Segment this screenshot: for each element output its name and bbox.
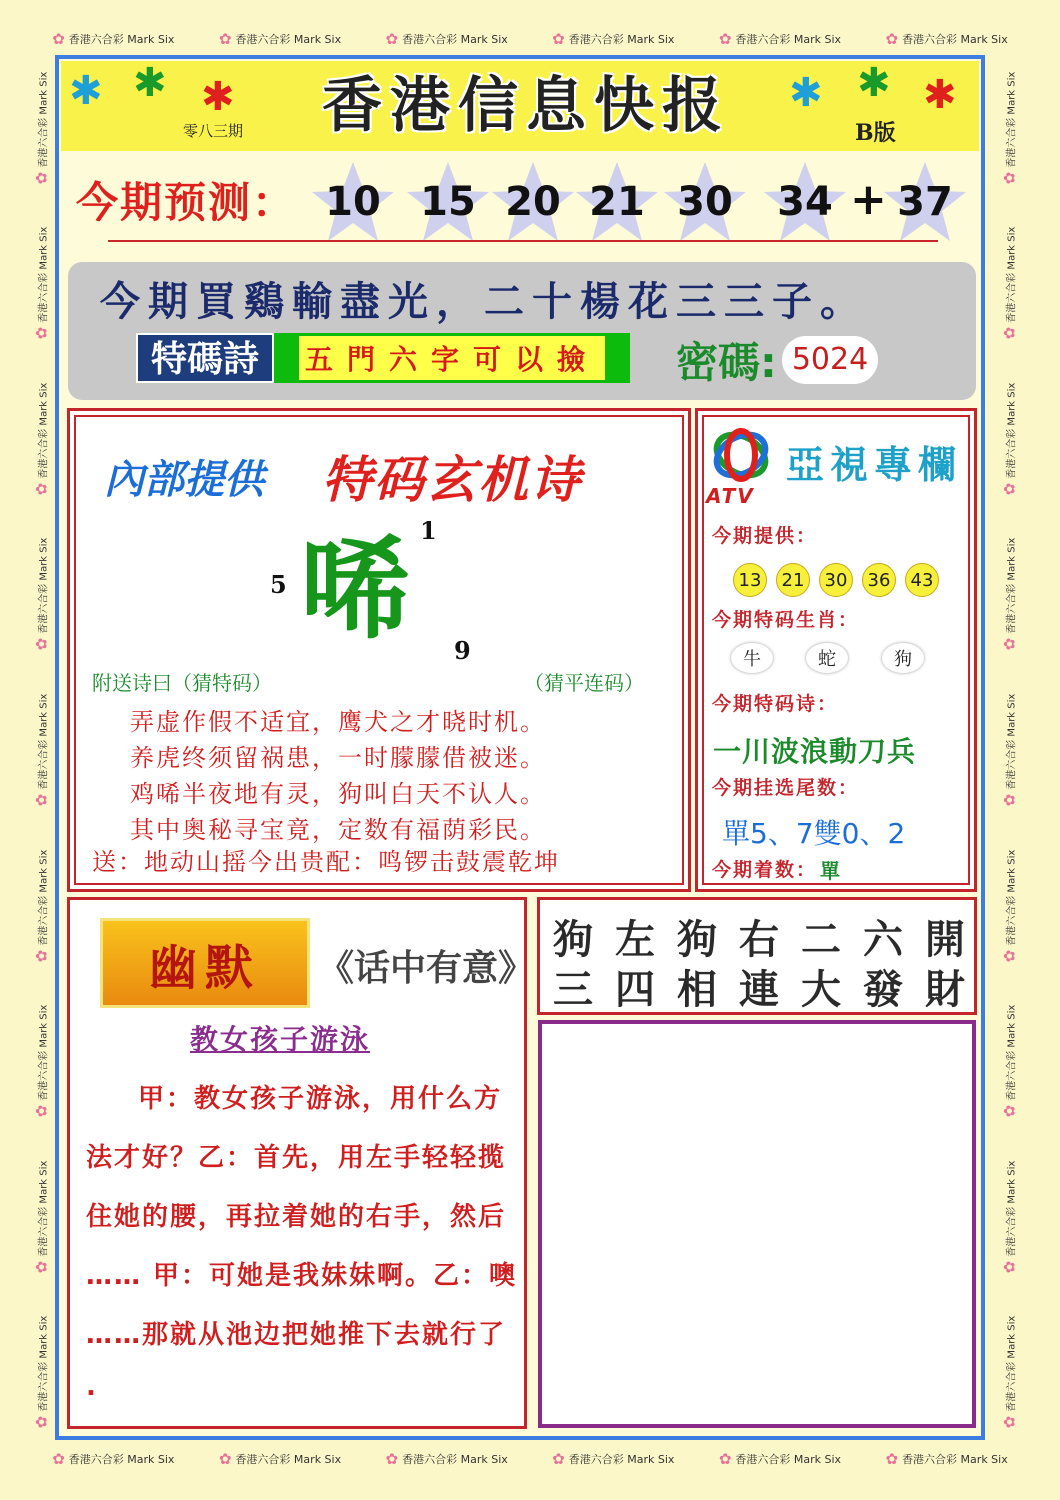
watermark-text: 香港六合彩 Mark Six xyxy=(902,1453,1008,1466)
prediction-label: 今期预测： xyxy=(76,178,297,227)
joke-line: 甲：教女孩子游泳，用什么方 xyxy=(138,1084,503,1114)
flower-icon: ✿ xyxy=(1000,1104,1019,1118)
watermark-text: 香港六合彩 Mark Six xyxy=(1005,693,1017,790)
watermark-text: 香港六合彩 Mark Six xyxy=(568,33,675,46)
watermark-tag xyxy=(1000,1160,1018,1273)
watermark-tag xyxy=(552,30,674,48)
flower-icon: ✿ xyxy=(718,1450,732,1468)
flower-icon: ✿ xyxy=(1000,1415,1019,1429)
flower-icon: ✿ xyxy=(885,1450,899,1468)
joke-line: ……那就从池边把她推下去就行了 xyxy=(86,1320,507,1350)
watermark-tag xyxy=(32,71,50,184)
watermark-tag xyxy=(219,30,341,48)
atv-poem-label: 今期特码诗： xyxy=(712,693,839,715)
prediction-number: 10 xyxy=(325,179,381,225)
watermark-tag xyxy=(719,1450,841,1468)
hint-right: （猜平连码） xyxy=(524,671,644,695)
watermark-text: 香港六合彩 Mark Six xyxy=(1005,1315,1017,1412)
prediction-numbers xyxy=(310,160,960,244)
poem-value: 五門六字可以撿 xyxy=(299,336,605,380)
watermark-strip-left xyxy=(28,50,54,1450)
prediction-number: 15 xyxy=(420,179,476,225)
watermark-tag xyxy=(32,1005,50,1118)
watermark-strip-bottom xyxy=(30,1446,1030,1472)
flower-icon: ✿ xyxy=(32,1415,51,1429)
watermark-tag xyxy=(386,30,508,48)
watermark-strip-right xyxy=(996,50,1022,1450)
issue-number: 零八三期 xyxy=(183,122,244,140)
flower-icon: ✿ xyxy=(52,1450,65,1468)
watermark-tag xyxy=(719,30,841,48)
prediction-number: 30 xyxy=(677,179,733,225)
dog-poem-line: 三四相連大發財 xyxy=(553,966,987,1013)
asterisk-icon: ✱ xyxy=(923,72,957,118)
watermark-text: 香港六合彩 Mark Six xyxy=(1005,849,1017,946)
flower-icon: ✿ xyxy=(32,793,51,807)
provide-label: 今期提供： xyxy=(712,525,818,547)
watermark-text: 香港六合彩 Mark Six xyxy=(37,849,49,946)
flower-icon: ✿ xyxy=(1000,793,1019,807)
humor-title: 教女孩子游泳 xyxy=(190,1023,371,1056)
watermark-tag xyxy=(386,1450,508,1468)
tail-label: 今期挂选尾数： xyxy=(712,777,860,799)
riddle-number: 1 xyxy=(420,516,437,545)
asterisk-icon: ✱ xyxy=(201,74,235,120)
flower-icon: ✿ xyxy=(32,482,51,496)
joke-line: 法才好？乙：首先，用左手轻轻揽 xyxy=(86,1143,507,1173)
watermark-text: 香港六合彩 Mark Six xyxy=(402,33,508,46)
flower-icon: ✿ xyxy=(718,30,732,48)
asterisk-icon: ✱ xyxy=(789,70,823,116)
divider xyxy=(108,240,938,242)
joke-line: …… 甲：可她是我妹妹啊。乙：噢 xyxy=(86,1261,518,1291)
prediction-star xyxy=(662,160,748,244)
riddle-number: 9 xyxy=(454,636,471,665)
watermark-text: 香港六合彩 Mark Six xyxy=(68,33,175,46)
number-ball: 36 xyxy=(862,563,896,597)
watermark-text: 香港六合彩 Mark Six xyxy=(902,33,1008,46)
prediction-number: 34 xyxy=(777,179,833,225)
watermark-tag xyxy=(32,227,50,340)
zodiac-badge: 牛 xyxy=(731,643,773,673)
flower-icon: ✿ xyxy=(385,30,399,48)
flower-icon: ✿ xyxy=(385,1450,399,1468)
verse-line: 弄虚作假不适宜，鹰犬之才晓时机。 xyxy=(130,708,546,736)
asterisk-icon: ✱ xyxy=(133,60,167,106)
flower-icon: ✿ xyxy=(1000,327,1019,340)
flower-icon: ✿ xyxy=(218,30,232,48)
watermark-text: 香港六合彩 Mark Six xyxy=(37,1004,49,1101)
humor-badge: 幽默 xyxy=(100,918,310,1008)
watermark-text: 香港六合彩 Mark Six xyxy=(37,382,49,479)
plus-sign: + xyxy=(850,174,887,225)
riddle-poem-title: 特码玄机诗 xyxy=(322,451,582,509)
prediction-star xyxy=(405,160,491,244)
verse-line: 其中奥秘寻宝竟，定数有福荫彩民。 xyxy=(130,816,546,844)
joke-line: 住她的腰，再拉着她的右手，然后 xyxy=(86,1202,507,1232)
watermark-tag xyxy=(1000,71,1018,184)
watermark-tag xyxy=(885,30,1007,48)
flower-icon: ✿ xyxy=(32,949,51,962)
watermark-strip-top xyxy=(30,26,1030,52)
number-ball: 43 xyxy=(905,563,939,597)
watermark-tag xyxy=(1000,227,1018,340)
flower-icon: ✿ xyxy=(218,1450,232,1468)
watermark-text: 香港六合彩 Mark Six xyxy=(735,1453,842,1466)
flower-icon: ✿ xyxy=(32,327,51,340)
zodiac-label: 今期特码生肖： xyxy=(712,609,860,631)
flower-icon: ✿ xyxy=(1000,638,1019,651)
number-ball: 21 xyxy=(776,563,810,597)
riddle-character: 唏 xyxy=(300,526,410,654)
watermark-text: 香港六合彩 Mark Six xyxy=(68,1453,175,1466)
watermark-text: 香港六合彩 Mark Six xyxy=(235,1453,342,1466)
watermark-text: 香港六合彩 Mark Six xyxy=(402,1453,508,1466)
zodiac-badge: 狗 xyxy=(882,643,924,673)
watermark-tag xyxy=(52,1450,174,1468)
watermark-tag xyxy=(32,1316,50,1429)
flower-icon: ✿ xyxy=(32,638,51,651)
current-label: 今期着数： xyxy=(712,859,818,881)
watermark-tag xyxy=(1000,538,1018,651)
asterisk-icon: ✱ xyxy=(857,60,891,106)
watermark-text: 香港六合彩 Mark Six xyxy=(37,226,49,324)
atv-title: 亞視專欄 xyxy=(786,443,963,487)
watermark-text: 香港六合彩 Mark Six xyxy=(37,1315,49,1412)
humor-subtitle: 《话中有意》 xyxy=(318,948,535,989)
watermark-tag xyxy=(52,30,174,48)
watermark-text: 香港六合彩 Mark Six xyxy=(568,1453,675,1466)
prediction-number: 20 xyxy=(505,179,561,225)
flower-icon: ✿ xyxy=(1000,482,1019,496)
watermark-text: 香港六合彩 Mark Six xyxy=(735,33,842,46)
inside-title: 內部提供 xyxy=(104,457,264,503)
prediction-number: 21 xyxy=(589,179,645,225)
prediction-star xyxy=(762,160,848,244)
watermark-tag xyxy=(32,1160,50,1273)
code-value: 5024 xyxy=(782,336,878,384)
banner-text: 今期買鷄輸盡光，二十楊花三三子。 xyxy=(100,279,868,325)
watermark-text: 香港六合彩 Mark Six xyxy=(235,33,342,46)
flower-icon: ✿ xyxy=(1000,1260,1019,1273)
watermark-tag xyxy=(32,383,50,496)
flower-icon: ✿ xyxy=(552,30,565,48)
watermark-text: 香港六合彩 Mark Six xyxy=(1005,1160,1017,1257)
atv-brand: ATV xyxy=(706,484,755,508)
watermark-text: 香港六合彩 Mark Six xyxy=(37,71,49,168)
watermark-tag xyxy=(32,694,50,807)
watermark-tag xyxy=(1000,383,1018,496)
watermark-text: 香港六合彩 Mark Six xyxy=(37,1160,49,1257)
watermark-text: 香港六合彩 Mark Six xyxy=(1005,382,1017,479)
watermark-tag xyxy=(32,849,50,962)
atv-logo-icon xyxy=(708,425,774,485)
code-label: 密碼: xyxy=(676,338,777,387)
watermark-tag xyxy=(552,1450,674,1468)
verse-line: 鸡唏半夜地有灵，狗叫白天不认人。 xyxy=(130,780,546,808)
riddle-number: 5 xyxy=(270,570,287,599)
number-ball: 30 xyxy=(819,563,853,597)
flower-icon: ✿ xyxy=(552,1450,565,1468)
flower-icon: ✿ xyxy=(32,171,51,185)
watermark-text: 香港六合彩 Mark Six xyxy=(37,693,49,790)
watermark-tag xyxy=(219,1450,341,1468)
prediction-star xyxy=(574,160,660,244)
watermark-tag xyxy=(1000,849,1018,962)
watermark-tag xyxy=(1000,1316,1018,1429)
zodiac-badge: 蛇 xyxy=(806,643,848,673)
watermark-text: 香港六合彩 Mark Six xyxy=(1005,226,1017,324)
flower-icon: ✿ xyxy=(32,1260,51,1273)
poem-label: 特碼詩 xyxy=(136,333,274,383)
dog-poem-line: 狗左狗右二六開 xyxy=(553,916,987,963)
atv-poem: 一川波浪動刀兵 xyxy=(713,735,917,768)
watermark-tag xyxy=(885,1450,1007,1468)
watermark-text: 香港六合彩 Mark Six xyxy=(1005,1004,1017,1101)
watermark-tag xyxy=(1000,694,1018,807)
watermark-text: 香港六合彩 Mark Six xyxy=(1005,538,1017,635)
flower-icon: ✿ xyxy=(1000,949,1019,962)
flower-icon: ✿ xyxy=(52,30,65,48)
watermark-text: 香港六合彩 Mark Six xyxy=(1005,71,1017,168)
hint-left: 附送诗曰（猜特码） xyxy=(92,671,272,695)
watermark-tag xyxy=(1000,1005,1018,1118)
joke-line: . xyxy=(86,1372,98,1402)
prediction-star-special xyxy=(882,160,968,244)
watermark-tag xyxy=(32,538,50,651)
verse-line: 养虎终须留祸患，一时朦朦借被迷。 xyxy=(130,744,546,772)
number-ball: 13 xyxy=(733,563,767,597)
page-title: 香港信息快报 xyxy=(322,71,730,141)
flower-icon: ✿ xyxy=(1000,171,1019,185)
edition-label: B版 xyxy=(855,120,896,146)
send-line: 送：地动山摇今出贵配：鸣锣击鼓震乾坤 xyxy=(92,848,560,876)
asterisk-icon: ✱ xyxy=(69,68,103,114)
flower-icon: ✿ xyxy=(32,1104,51,1118)
prediction-star xyxy=(310,160,396,244)
tail-value: 單5、7雙0、2 xyxy=(722,817,906,850)
blank-panel xyxy=(538,1020,976,1428)
poem-value-box xyxy=(274,333,630,383)
special-number: 37 xyxy=(897,179,953,225)
current-value: 單 xyxy=(820,859,840,883)
watermark-text: 香港六合彩 Mark Six xyxy=(37,538,49,635)
prediction-star xyxy=(490,160,576,244)
flower-icon: ✿ xyxy=(885,30,899,48)
